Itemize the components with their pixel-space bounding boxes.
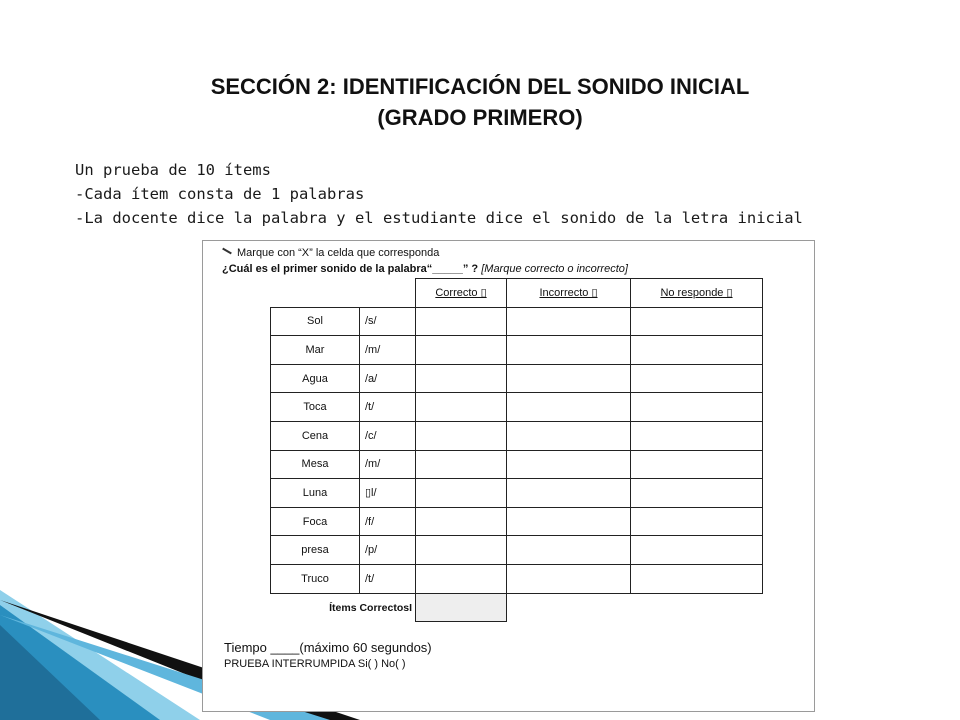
column-header-correcto: Correcto ▯ [416,279,507,308]
answer-cell[interactable] [416,336,507,365]
answer-cell[interactable] [507,479,631,508]
answer-cell[interactable] [507,507,631,536]
instruction-text: Marque con “X” la celda que corresponda [237,247,440,259]
answer-cell[interactable] [416,479,507,508]
answer-cell[interactable] [416,564,507,593]
table-row [271,536,763,565]
sound-cell: /s/ [360,307,416,336]
answer-cell[interactable] [507,364,631,393]
sound-cell: ▯l/ [360,479,416,508]
answer-cell[interactable] [631,307,763,336]
word-cell: Foca [271,507,360,536]
answer-cell[interactable] [631,393,763,422]
table-row [271,507,763,536]
answer-cell[interactable] [631,336,763,365]
table-row [271,364,763,393]
word-cell: Agua [271,364,360,393]
response-table [270,278,763,622]
time-line: Tiempo ____(máximo 60 segundos) [224,640,432,655]
answer-cell[interactable] [507,307,631,336]
table-header-row [271,279,763,308]
table-row [271,479,763,508]
answer-cell[interactable] [507,450,631,479]
question-hint: [Marque correcto o incorrecto] [481,263,628,275]
answer-cell[interactable] [507,336,631,365]
sound-cell: /a/ [360,364,416,393]
answer-cell[interactable] [631,479,763,508]
scanned-form [202,240,815,712]
bullet-item: -Cada ítem consta de 1 palabras [75,185,365,203]
word-cell: Mar [271,336,360,365]
answer-cell[interactable] [416,421,507,450]
column-header-no-responde: No responde ▯ [631,279,763,308]
total-row [271,593,763,622]
answer-cell[interactable] [631,507,763,536]
question-text: ¿Cuál es el primer sonido de la palabra“_____” ? [222,263,479,275]
slide-title-line2: (GRADO PRIMERO) [377,105,583,130]
question-line [222,263,628,275]
answer-cell[interactable] [631,364,763,393]
sound-cell: /t/ [360,393,416,422]
word-cell: Truco [271,564,360,593]
interrupted-line: PRUEBA INTERRUMPIDA Si( ) No( ) [224,658,406,670]
answer-cell[interactable] [507,393,631,422]
table-row [271,307,763,336]
sound-cell: /m/ [360,336,416,365]
slide-title-line1: SECCIÓN 2: IDENTIFICACIÓN DEL SONIDO INICIAL [210,74,750,99]
total-correct-cell[interactable] [416,593,507,622]
column-header-incorrecto: Incorrecto ▯ [507,279,631,308]
sound-cell: /c/ [360,421,416,450]
word-cell: Toca [271,393,360,422]
answer-cell[interactable] [416,507,507,536]
answer-cell[interactable] [416,393,507,422]
sound-cell: /f/ [360,507,416,536]
word-cell: Cena [271,421,360,450]
bullet-item: Un prueba de 10 ítems [75,161,271,179]
table-row [271,564,763,593]
sound-cell: /m/ [360,450,416,479]
word-cell: Mesa [271,450,360,479]
answer-cell[interactable] [416,364,507,393]
answer-cell[interactable] [416,536,507,565]
answer-cell[interactable] [631,421,763,450]
total-label: Ítems CorrectosI [329,601,412,614]
bullet-list [75,158,803,230]
table-row [271,393,763,422]
table-row [271,336,763,365]
answer-cell[interactable] [507,421,631,450]
bullet-item: -La docente dice la palabra y el estudiante dice el sonido de la letra inicial [75,209,803,227]
table-row [271,421,763,450]
instruction-line [222,247,439,259]
word-cell: presa [271,536,360,565]
table-row [271,450,763,479]
answer-cell[interactable] [416,307,507,336]
sound-cell: /p/ [360,536,416,565]
sound-cell: /t/ [360,564,416,593]
check-pencil-icon [222,247,234,256]
answer-cell[interactable] [416,450,507,479]
answer-cell[interactable] [631,564,763,593]
word-cell: Luna [271,479,360,508]
answer-cell[interactable] [507,564,631,593]
answer-cell[interactable] [631,536,763,565]
answer-cell[interactable] [631,450,763,479]
word-cell: Sol [271,307,360,336]
answer-cell[interactable] [507,536,631,565]
